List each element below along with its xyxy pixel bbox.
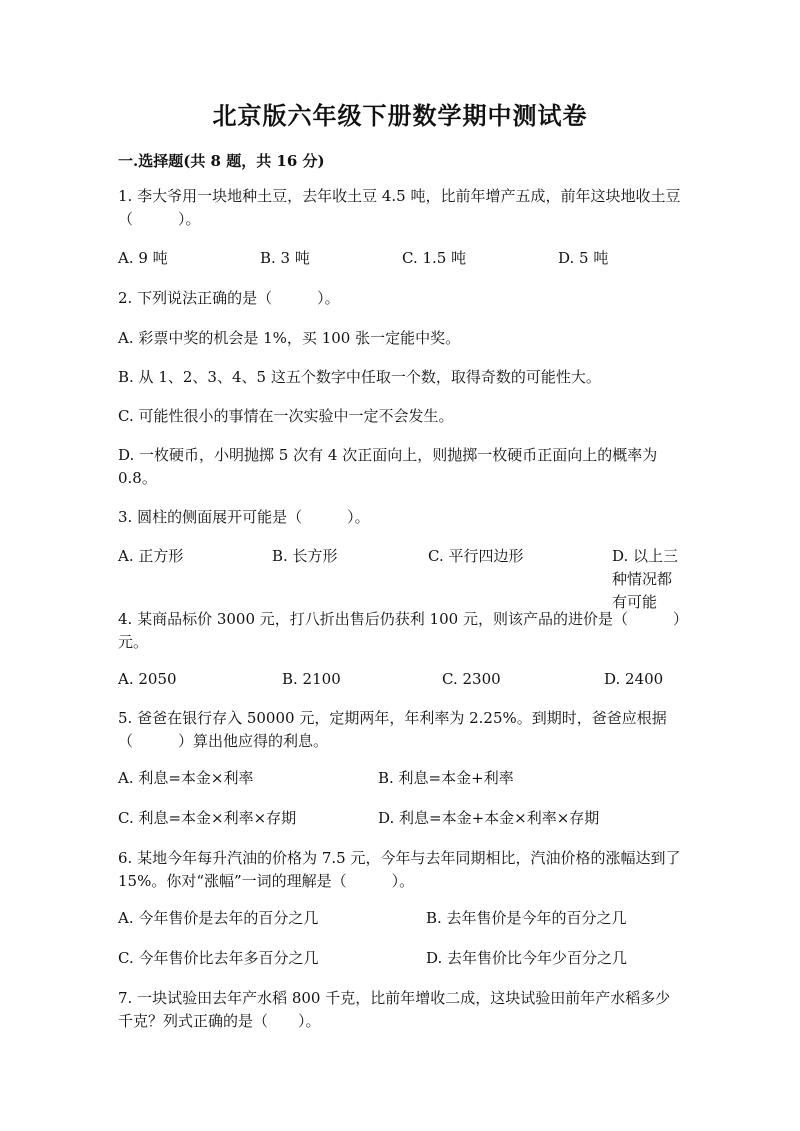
q2-option-b[interactable]: B. 从 1、2、3、4、5 这五个数字中任取一个数，取得奇数的可能性大。 <box>118 368 601 386</box>
q2-option-a[interactable]: A. 彩票中奖的机会是 1%，买 100 张一定能中奖。 <box>118 329 461 347</box>
q1-option-d[interactable]: D. 5 吨 <box>558 249 609 267</box>
question-4-options <box>118 668 684 691</box>
question-3-options <box>118 545 684 611</box>
q6-option-a[interactable]: A. 今年售价是去年的百分之几 <box>118 909 319 927</box>
question-5-stem: 5. 爸爸在银行存入 50000 元，定期两年，年利率为 2.25%。到期时，爸爸应根据（ ）算出他应得的利息。 <box>118 709 667 750</box>
q1-option-c[interactable]: C. 1.5 吨 <box>402 249 467 267</box>
question-3-stem: 3. 圆柱的侧面展开可能是（ ）。 <box>118 508 370 526</box>
q5-option-d[interactable]: D. 利息=本金+本金×利率×存期 <box>378 809 600 827</box>
q4-option-c[interactable]: C. 2300 <box>442 670 501 688</box>
q5-option-b[interactable]: B. 利息=本金+利率 <box>378 769 514 787</box>
question-7-stem: 7. 一块试验田去年产水稻 800 千克，比前年增收二成，这块试验田前年产水稻多少千克？列式正确的是（ ）。 <box>118 989 671 1030</box>
q1-option-b[interactable]: B. 3 吨 <box>260 249 310 267</box>
q3-option-d[interactable]: D. 以上三种情况都有可能 <box>612 547 679 611</box>
q1-option-a[interactable]: A. 9 吨 <box>118 249 168 267</box>
q3-option-c[interactable]: C. 平行四边形 <box>428 547 524 565</box>
question-1-stem: 1. 李大爷用一块地种土豆，去年收土豆 4.5 吨，比前年增产五成，前年这块地收土豆（ ）。 <box>118 187 681 228</box>
question-6-options-row1 <box>118 907 684 930</box>
page-title: 北京版六年级下册数学期中测试卷 <box>212 101 588 130</box>
q3-option-b[interactable]: B. 长方形 <box>272 547 338 565</box>
section-heading: 一.选择题(共 8 题，共 16 分) <box>118 152 325 170</box>
q6-option-b[interactable]: B. 去年售价是今年的百分之几 <box>426 909 627 927</box>
q4-option-d[interactable]: D. 2400 <box>604 670 664 688</box>
question-2-stem: 2. 下列说法正确的是（ ）。 <box>118 289 340 307</box>
question-6-stem: 6. 某地今年每升汽油的价格为 7.5 元，今年与去年同期相比，汽油价格的涨幅达到了 15%。你对“涨幅”一词的理解是（ ）。 <box>118 849 681 890</box>
q4-option-a[interactable]: A. 2050 <box>118 670 177 688</box>
q3-option-a[interactable]: A. 正方形 <box>118 547 184 565</box>
question-6-options-row2 <box>118 947 684 970</box>
question-1-options <box>118 247 684 270</box>
q2-option-d[interactable]: D. 一枚硬币，小明抛掷 5 次有 4 次正面向上，则抛掷一枚硬币正面向上的概率为 0.8。 <box>118 446 658 487</box>
q4-option-b[interactable]: B. 2100 <box>282 670 341 688</box>
q5-option-a[interactable]: A. 利息=本金×利率 <box>118 769 254 787</box>
question-5-options-row2 <box>118 807 684 830</box>
question-4-stem: 4. 某商品标价 3000 元，打八折出售后仍获利 100 元，则该产品的进价是（ ）元。 <box>118 610 681 651</box>
question-5-options-row1 <box>118 767 684 790</box>
q2-option-c[interactable]: C. 可能性很小的事情在一次实验中一定不会发生。 <box>118 407 454 425</box>
q6-option-d[interactable]: D. 去年售价比今年少百分之几 <box>426 949 628 967</box>
q5-option-c[interactable]: C. 利息=本金×利率×存期 <box>118 809 297 827</box>
q6-option-c[interactable]: C. 今年售价比去年多百分之几 <box>118 949 319 967</box>
